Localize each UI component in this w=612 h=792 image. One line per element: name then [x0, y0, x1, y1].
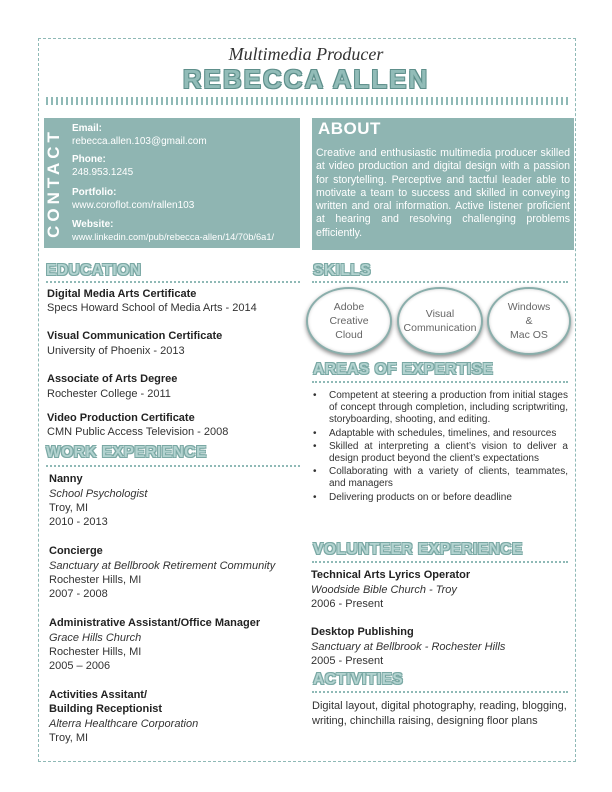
phone-value: 248.953.1245 — [72, 167, 134, 178]
list-item: • Competent at steering a production from initial stages of concept through completion, including scriptwriting, storyboarding, shooting, and editing. — [312, 390, 568, 427]
education-detail: University of Phoenix - 2013 — [47, 345, 185, 357]
job-org: Alterra Healthcare Corporation — [49, 718, 199, 730]
job-title: Nanny — [49, 473, 83, 485]
email-value[interactable]: rebecca.allen.103@gmail.com — [72, 136, 207, 147]
education-detail: Rochester College - 2011 — [47, 388, 171, 400]
volunteer-dates: 2005 - Present — [311, 655, 384, 667]
volunteer-divider — [312, 561, 568, 563]
job-dates: 2007 - 2008 — [49, 588, 108, 600]
decorative-tick-rule — [46, 97, 568, 105]
education-title: Digital Media Arts Certificate — [47, 288, 197, 300]
website-link[interactable]: www.linkedin.com/pub/rebecca-allen/14/70b/6a1/ — [72, 232, 275, 242]
portfolio-label: Portfolio: — [72, 187, 117, 198]
job-location: Rochester Hills, MI — [49, 574, 142, 586]
candidate-name: REBECCA ALLEN — [182, 64, 430, 94]
education-title: Visual Communication Certificate — [47, 330, 223, 342]
expertise-divider — [312, 381, 568, 383]
job-title: Activities Assitant/ — [49, 689, 148, 701]
expertise-heading: AREAS OF EXPERTISE — [313, 361, 494, 378]
list-item: • Delivering products on or before deadline — [312, 492, 568, 504]
skills-divider — [312, 281, 568, 283]
job-org: Grace Hills Church — [49, 632, 142, 644]
website-label: Website: — [72, 219, 114, 230]
contact-heading: CONTACT — [44, 128, 63, 238]
email-label: Email: — [72, 123, 103, 134]
education-divider — [46, 281, 300, 283]
job-dates: 2010 - 2013 — [49, 516, 108, 528]
job-org: Sanctuary at Bellbrook Retirement Community — [49, 560, 276, 572]
education-detail: CMN Public Access Television - 2008 — [47, 426, 229, 438]
activities-text: Digital layout, digital photography, reading, blogging, writing, chinchilla raising, designing floor plans — [312, 700, 567, 727]
skills-heading: SKILLS — [313, 262, 372, 279]
volunteer-title: Technical Arts Lyrics Operator — [311, 569, 471, 581]
education-detail: Specs Howard School of Media Arts - 2014 — [47, 302, 257, 314]
skill-badge: Adobe Creative Cloud — [306, 287, 392, 355]
skill-badge: Visual Communication — [397, 287, 483, 355]
volunteer-dates: 2006 - Present — [311, 598, 384, 610]
work-heading: WORK EXPERIENCE — [46, 444, 207, 461]
volunteer-org: Sanctuary at Bellbrook - Rochester Hills — [311, 641, 506, 653]
activities-divider — [312, 691, 568, 693]
job-title: Administrative Assistant/Office Manager — [49, 617, 261, 629]
work-divider — [46, 465, 300, 467]
portfolio-link[interactable]: www.coroflot.com/rallen103 — [72, 200, 195, 211]
skill-badge: Windows & Mac OS — [487, 287, 571, 355]
activities-heading: ACTIVITIES — [313, 671, 404, 688]
education-heading: EDUCATION — [46, 262, 142, 279]
volunteer-title: Desktop Publishing — [311, 626, 414, 638]
job-dates: 2005 – 2006 — [49, 660, 111, 672]
job-title: Concierge — [49, 545, 103, 557]
job-title: Multimedia Producer — [228, 44, 384, 64]
about-text: Creative and enthusiastic multimedia producer skilled at video production and digital design with a passion for storytelling. Perceptive and tactful leader able to motivate a team to success and skilled in conveying written and oral information. Active listener proficient at hearing and resolving challenging problems efficiently. — [316, 147, 570, 239]
list-item: • Collaborating with a variety of clients, teammates, and managers — [312, 466, 568, 490]
about-heading: ABOUT — [318, 119, 381, 138]
volunteer-heading: VOLUNTEER EXPERIENCE — [313, 541, 523, 558]
list-item: • Adaptable with schedules, timelines, and resources — [312, 428, 568, 440]
education-title: Associate of Arts Degree — [47, 373, 178, 385]
volunteer-org: Woodside Bible Church - Troy — [311, 584, 457, 596]
job-location: Troy, MI — [49, 502, 89, 514]
job-title-continued: Building Receptionist — [49, 703, 163, 715]
education-title: Video Production Certificate — [47, 412, 195, 424]
phone-label: Phone: — [72, 154, 106, 165]
job-location: Troy, MI — [49, 732, 89, 744]
list-item: • Skilled at interpreting a client’s vision to deliver a design product beyond the client’s expectations — [312, 441, 568, 465]
expertise-list — [312, 390, 568, 505]
job-location: Rochester Hills, MI — [49, 646, 142, 658]
job-org: School Psychologist — [49, 488, 148, 500]
